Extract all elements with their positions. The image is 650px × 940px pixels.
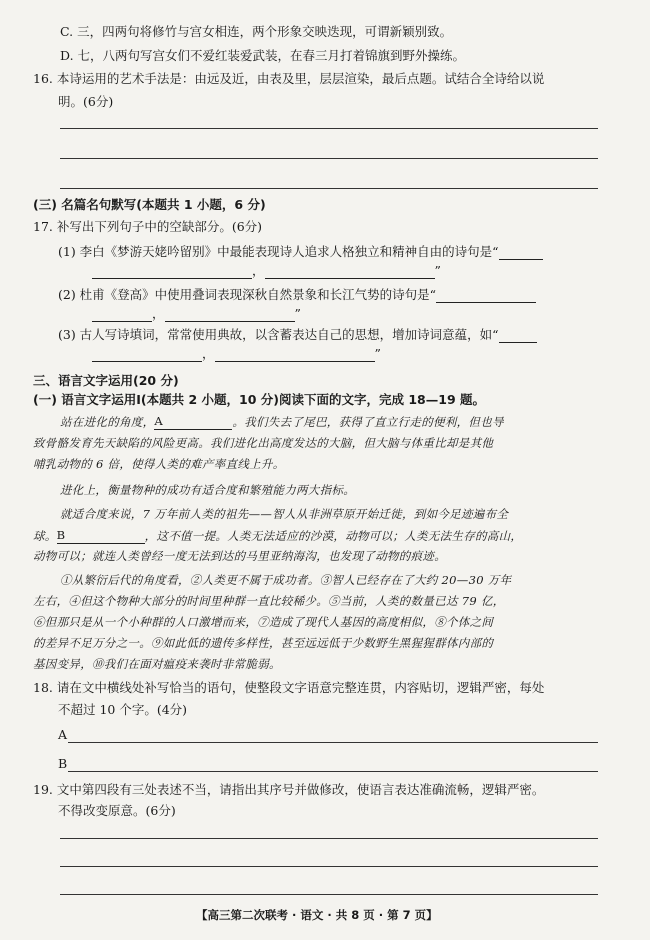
blank[interactable] bbox=[436, 302, 536, 303]
blank[interactable] bbox=[499, 259, 543, 260]
passage-text: 。我们失去了尾巴，获得了直立行走的便利，但也导 bbox=[232, 415, 504, 429]
item-text: (3) 古人写诗填词，常常使用典故，以含蓄表达自己的思想，增加诗词意蕴，如“ bbox=[58, 327, 499, 342]
item-text: (2) 杜甫《登高》中使用叠词表现深秋自然景象和长江气势的诗句是“ bbox=[58, 287, 437, 302]
question-17-item-3-cont bbox=[92, 346, 381, 362]
passage-line: 基因变异，⑩我们在面对瘟疫来袭时非常脆弱。 bbox=[33, 657, 281, 671]
question-16-text-cont: 明。(6分) bbox=[58, 94, 114, 109]
question-17-item-1-cont bbox=[92, 263, 441, 279]
answer-line-b[interactable] bbox=[68, 771, 598, 772]
question-18-text: 18. 请在文中横线处补写恰当的语句，使整段文字语意完整连贯，内容贴切，逻辑严密，每处 bbox=[33, 680, 545, 695]
close-quote: ” bbox=[294, 306, 301, 321]
passage-line: 就适合度来说，7 万年前人类的祖先——智人从非洲草原开始迁徙，到如今足迹遍布全 bbox=[60, 507, 509, 521]
passage-line: 动物可以；就连人类曾经一度无法到达的马里亚纳海沟，也发现了动物的痕迹。 bbox=[33, 549, 446, 563]
passage-text: 球。 bbox=[33, 529, 57, 543]
answer-line[interactable] bbox=[60, 894, 598, 895]
question-17-prompt: 17. 补写出下列句子中的空缺部分。(6分) bbox=[33, 219, 263, 234]
answer-label-b: B bbox=[58, 756, 68, 771]
answer-line[interactable] bbox=[60, 128, 598, 129]
comma: ， bbox=[202, 346, 215, 361]
question-17-item-2-cont bbox=[92, 306, 301, 322]
close-quote: ” bbox=[434, 263, 441, 278]
passage-line bbox=[60, 414, 504, 430]
blank-label: B bbox=[56, 528, 66, 542]
question-18-text-cont: 不超过 10 个字。(4分) bbox=[58, 702, 188, 717]
question-19-text-cont: 不得改变原意。(6分) bbox=[58, 803, 176, 818]
passage-line: 致骨骼发育先天缺陷的风险更高。我们进化出高度发达的大脑，但大脑与体重比却是其他 bbox=[33, 436, 494, 450]
blank-b[interactable] bbox=[57, 528, 145, 544]
comma: ， bbox=[152, 306, 165, 321]
close-quote: ” bbox=[374, 346, 381, 361]
blank[interactable] bbox=[92, 361, 202, 362]
blank[interactable] bbox=[165, 321, 295, 322]
question-17-item-2 bbox=[58, 287, 536, 303]
comma: ， bbox=[252, 263, 265, 278]
passage-line bbox=[33, 528, 522, 544]
blank[interactable] bbox=[265, 278, 435, 279]
question-17-item-3 bbox=[58, 327, 537, 343]
section-title: (三) 名篇名句默写(本题共 1 小题，6 分) bbox=[33, 197, 266, 212]
answer-line[interactable] bbox=[60, 188, 598, 189]
option-c: C. 三，四两句将修竹与宫女相连，两个形象交映迭现，可谓新颖别致。 bbox=[60, 24, 453, 39]
passage-text: 站在进化的角度， bbox=[60, 415, 155, 429]
passage-line: 的差异不足万分之一。⑨如此低的遗传多样性，甚至远远低于少数野生黑猩猩群体内部的 bbox=[33, 636, 494, 650]
passage-text: ，这不值一提。人类无法适应的沙漠，动物可以；人类无法生存的高山， bbox=[144, 529, 523, 543]
passage-line: 进化上，衡量物种的成功有适合度和繁殖能力两大指标。 bbox=[60, 483, 355, 497]
passage-line: ⑥但那只是从一个小种群的人口激增而来，⑦造成了现代人基因的高度相似，⑧个体之间 bbox=[33, 615, 494, 629]
part-title: 三、语言文字运用(20 分) bbox=[33, 373, 179, 388]
answer-line[interactable] bbox=[60, 866, 598, 867]
answer-line[interactable] bbox=[60, 838, 598, 839]
question-16-text: 16. 本诗运用的艺术手法是：由远及近，由表及里，层层渲染，最后点题。试结合全诗给以说 bbox=[33, 71, 545, 86]
passage-line: 哺乳动物的 6 倍，使得人类的难产率直线上升。 bbox=[33, 457, 285, 471]
answer-label-a: A bbox=[58, 727, 68, 742]
passage-line: ①从繁衍后代的角度看，②人类更不属于成功者。③智人已经存在了大约 20—30 万年 bbox=[60, 573, 512, 587]
question-19-text: 19. 文中第四段有三处表述不当，请指出其序号并做修改，使语言表达准确流畅，逻辑严密。 bbox=[33, 782, 545, 797]
question-17-item-1 bbox=[58, 244, 543, 260]
blank-label: A bbox=[154, 414, 164, 428]
blank[interactable] bbox=[92, 321, 152, 322]
blank[interactable] bbox=[215, 361, 375, 362]
item-text: (1) 李白《梦游天姥吟留别》中最能表现诗人追求人格独立和精神自由的诗句是“ bbox=[58, 244, 499, 259]
blank[interactable] bbox=[499, 342, 537, 343]
page-footer: 【高三第二次联考 · 语文 · 共 8 页 · 第 7 页】 bbox=[196, 908, 438, 922]
answer-line-a[interactable] bbox=[68, 742, 598, 743]
blank-a[interactable] bbox=[154, 414, 232, 430]
option-d: D. 七，八两句写宫女们不爱红装爱武装，在春三月打着锦旗到野外操练。 bbox=[60, 48, 466, 63]
passage-line: 左右，④但这个物种大部分的时间里种群一直比较稀少。⑤当前，人类的数量已达 79 亿， bbox=[33, 594, 505, 608]
subsection-title: (一) 语言文字运用Ⅰ(本题共 2 小题，10 分)阅读下面的文字，完成 18—19 题。 bbox=[33, 392, 485, 407]
blank[interactable] bbox=[92, 278, 252, 279]
answer-line[interactable] bbox=[60, 158, 598, 159]
